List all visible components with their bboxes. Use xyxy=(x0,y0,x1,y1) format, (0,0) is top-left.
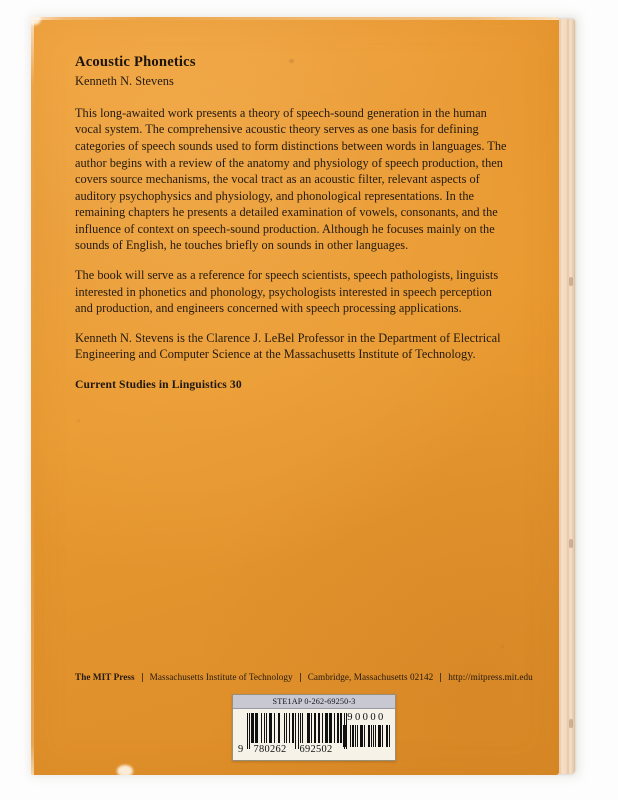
isbn-barcode-label xyxy=(232,694,396,761)
author-bio-paragraph: Kenneth N. Stevens is the Clarence J. LeBel Professor in the Department of Electrical Engineering and Computer Science at the Massachusetts Institute of Technology. xyxy=(75,330,501,362)
book-author: Kenneth N. Stevens xyxy=(75,74,174,89)
cover-text-block xyxy=(75,53,507,391)
cover-left-edge-wear xyxy=(31,17,34,775)
corner-wear-bottom-left xyxy=(117,765,133,775)
ean13-barcode xyxy=(238,712,339,758)
cover-surface xyxy=(31,17,559,775)
publisher-footer xyxy=(75,672,535,682)
ean13-first-digit: 9 xyxy=(238,744,244,755)
ean5-addon-digits: 90000 xyxy=(347,712,386,723)
ean13-digits xyxy=(238,744,340,755)
publisher-website: http://mitpress.mit.edu xyxy=(448,672,533,682)
footer-separator xyxy=(440,673,441,682)
page-edge-nick xyxy=(569,539,573,548)
blurb-paragraph-1: This long-awaited work presents a theory of speech-sound generation in the human vocal system. The comprehensive acoustic theory serves as one basis for defining categories of speech sounds used to form distinctions between words in languages. The author begins with a review of the anatomy and physiology of speech production, then covers source mechanisms, the vocal tract as an acoustic filter, relevant aspects of auditory psychophysics and physiology, and phonological representations. In the remaining chapters he presents a detailed examination of vowels, consonants, and the influence of context on speech-sound production. Although he focuses mainly on the sounds of English, he touches briefly on sounds in other languages. xyxy=(75,105,507,253)
publisher-institution: Massachusetts Institute of Technology xyxy=(149,672,293,682)
ean13-bars xyxy=(247,713,347,743)
corner-wear-top-left xyxy=(31,17,41,25)
footer-separator xyxy=(300,673,301,682)
publisher-city: Cambridge, Massachusetts 02142 xyxy=(307,672,434,682)
book-title: Acoustic Phonetics xyxy=(75,54,196,70)
ean5-addon-barcode xyxy=(339,712,390,758)
blurb-paragraph-2: The book will serve as a reference for speech scientists, speech pathologists, linguists interested in phonetics and phonology, psychologists interested in speech perception and production, and engineers concerned with speech processing applications. xyxy=(75,268,499,316)
ean13-left-group: 780262 xyxy=(253,744,287,755)
surface-speck xyxy=(77,419,80,422)
series-line: Current Studies in Linguistics 30 xyxy=(75,378,242,392)
surface-speck xyxy=(501,645,504,648)
publisher-imprint: The MIT Press xyxy=(75,672,135,682)
page-edge-nick xyxy=(569,277,573,286)
barcode-body xyxy=(233,709,395,760)
footer-separator xyxy=(142,673,143,682)
barcode-header-text: STE1AP 0-262-69250-3 xyxy=(233,695,395,709)
page-edge-nick xyxy=(569,719,573,728)
ean5-addon-bars xyxy=(343,725,390,747)
ean13-right-group: 692502 xyxy=(299,744,333,755)
cover-top-edge-wear xyxy=(31,17,559,20)
